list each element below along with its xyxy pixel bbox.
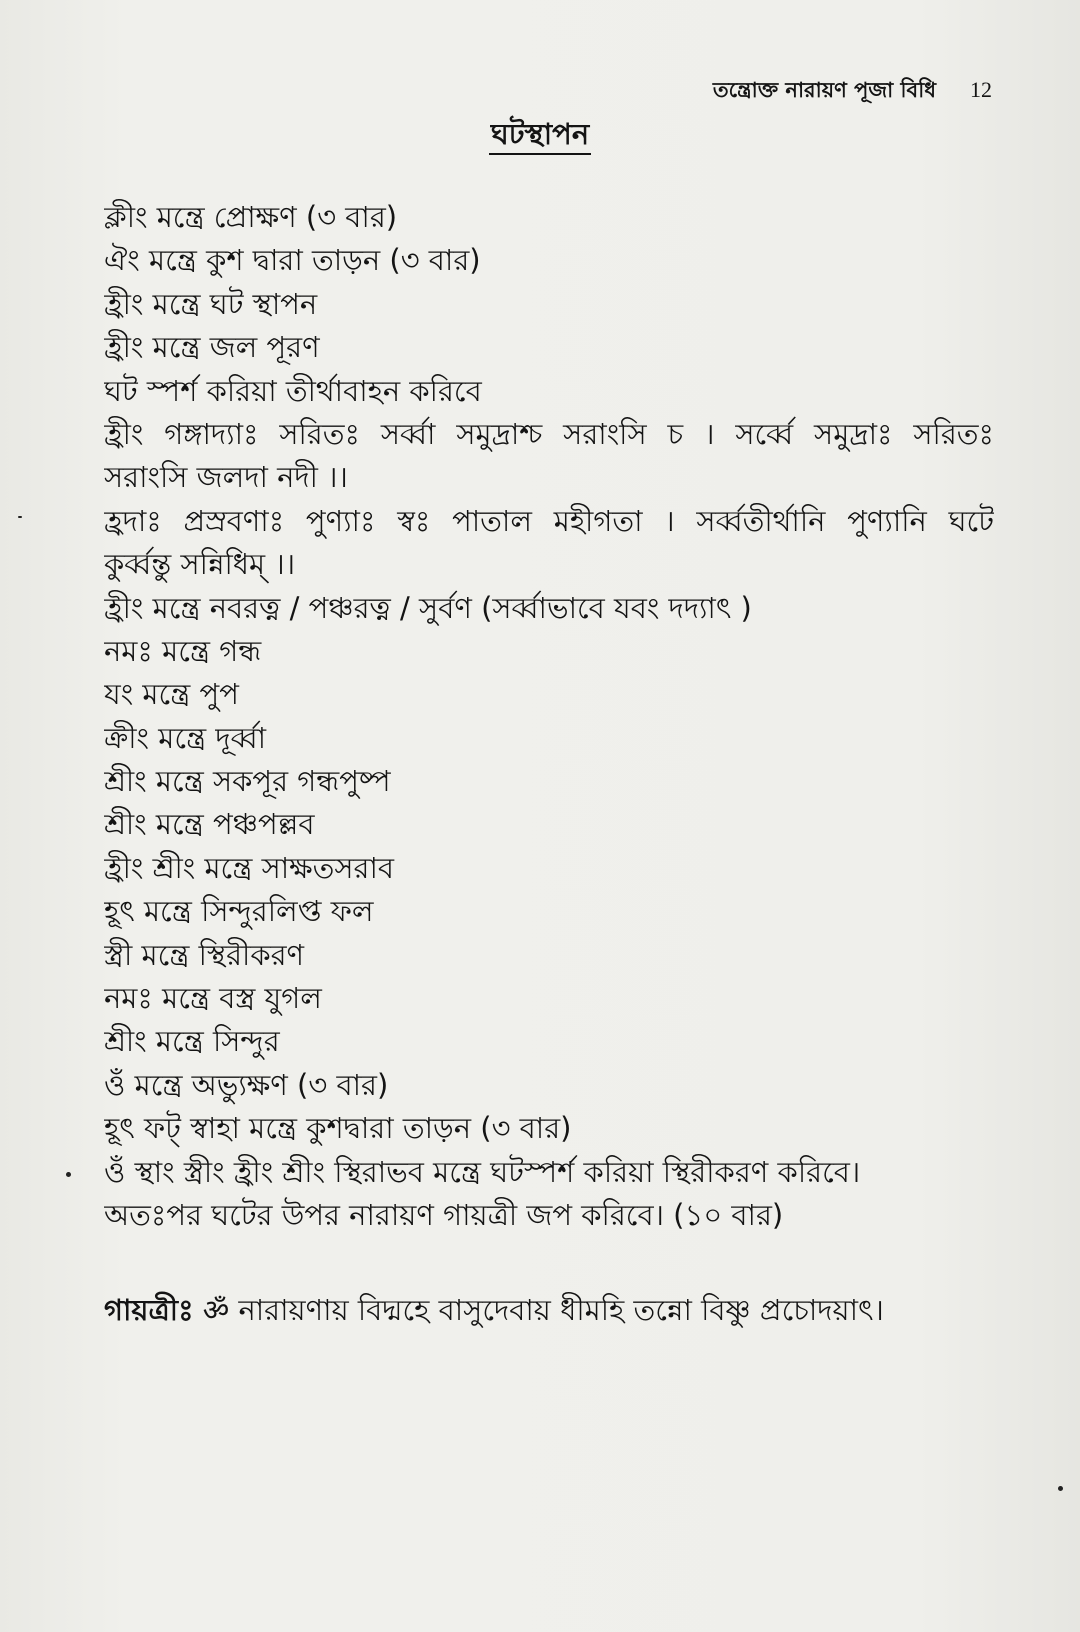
ritual-line: ক্রীং মন্ত্রে দূর্ব্বা	[104, 720, 267, 755]
ritual-line: ওঁ মন্ত্রে অভ্যুক্ষণ (৩ বার)	[104, 1067, 389, 1102]
ritual-line: শ্রীং মন্ত্রে পঞ্চপল্লব	[104, 807, 315, 842]
ritual-line: কুর্ব্বন্তু সন্নিধিম্ ।।	[104, 547, 296, 582]
gayatri-text: ॐ নারায়ণায় বিদ্মহে বাসুদেবায় ধীমহি তন্নো বিষ্ণু প্রচোদয়াৎ।	[202, 1293, 884, 1327]
ritual-line: নমঃ মন্ত্রে বস্ত্র যুগল	[104, 981, 322, 1016]
ritual-line: ওঁ স্থাং স্ত্রীং হ্রীং শ্রীং স্থিরাভব মন্ত্রে ঘটস্পর্শ করিয়া স্থিরীকরণ করিবে।	[104, 1154, 861, 1189]
ritual-line: হ্রীং গঙ্গাদ্যাঃ সরিতঃ সর্ব্বা সমুদ্রাশ্চ সরাংসি চ । সর্ব্বে সমুদ্রাঃ সরিতঃ	[104, 416, 994, 451]
running-title: তন্ত্রোক্ত নারায়ণ পূজা বিধি	[712, 78, 936, 102]
ritual-line: সরাংসি জলদা নদী ।।	[104, 460, 348, 495]
page-number: 12	[970, 77, 992, 102]
ritual-line: অতঃপর ঘটের উপর নারায়ণ গায়ত্রী জপ করিবে। (১০ বার)	[104, 1197, 784, 1232]
ritual-line: যং মন্ত্রে পুপ	[104, 677, 239, 712]
print-speck	[66, 1172, 71, 1177]
gayatri-mantra	[104, 1288, 994, 1332]
gayatri-label: গায়ত্রীঃ	[104, 1293, 194, 1327]
ritual-line: হ্রীং মন্ত্রে ঘট স্থাপন	[104, 286, 318, 321]
ritual-line: হ্রদাঃ প্রস্রবণাঃ পুণ্যাঃ স্বঃ পাতাল মহীগতা । সর্ব্বতীর্থানি পুণ্যানি ঘটে	[104, 503, 994, 538]
ritual-line: ঘট স্পর্শ করিয়া তীর্থাবাহন করিবে	[104, 373, 482, 408]
ritual-line: শ্রীং মন্ত্রে সিন্দুর	[104, 1024, 280, 1059]
ritual-line: হ্রীং শ্রীং মন্ত্রে সাক্ষতসরাব	[104, 850, 395, 885]
ritual-line: হ্রীং মন্ত্রে জল পূরণ	[104, 330, 320, 365]
ritual-line: ঐং মন্ত্রে কুশ দ্বারা তাড়ন (৩ বার)	[104, 243, 481, 278]
running-header	[713, 74, 992, 109]
ritual-line: শ্রীং মন্ত্রে সকপূর গন্ধপুষ্প	[104, 764, 391, 799]
ritual-line: ক্লীং মন্ত্রে প্রোক্ষণ (৩ বার)	[104, 200, 398, 234]
section-heading	[0, 112, 1080, 161]
ritual-steps	[104, 196, 994, 1237]
print-speck	[1058, 1486, 1063, 1491]
ritual-line: নমঃ মন্ত্রে গন্ধ	[104, 633, 262, 668]
ritual-line: হূৎ ফট্ স্বাহা মন্ত্রে কুশদ্বারা তাড়ন (৩ বার)	[104, 1111, 572, 1146]
section-title: ঘটস্থাপন	[489, 117, 591, 155]
ritual-line: হ্রীং মন্ত্রে নবরত্ন / পঞ্চরত্ন / সুর্বণ (সর্ব্বাভাবে যবং দদ্যাৎ )	[104, 590, 752, 625]
ritual-line: হূৎ মন্ত্রে সিন্দুরলিপ্ত ফল	[104, 894, 374, 929]
ritual-line: স্ত্রী মন্ত্রে স্থিরীকরণ	[104, 937, 305, 972]
print-speck	[18, 516, 22, 518]
